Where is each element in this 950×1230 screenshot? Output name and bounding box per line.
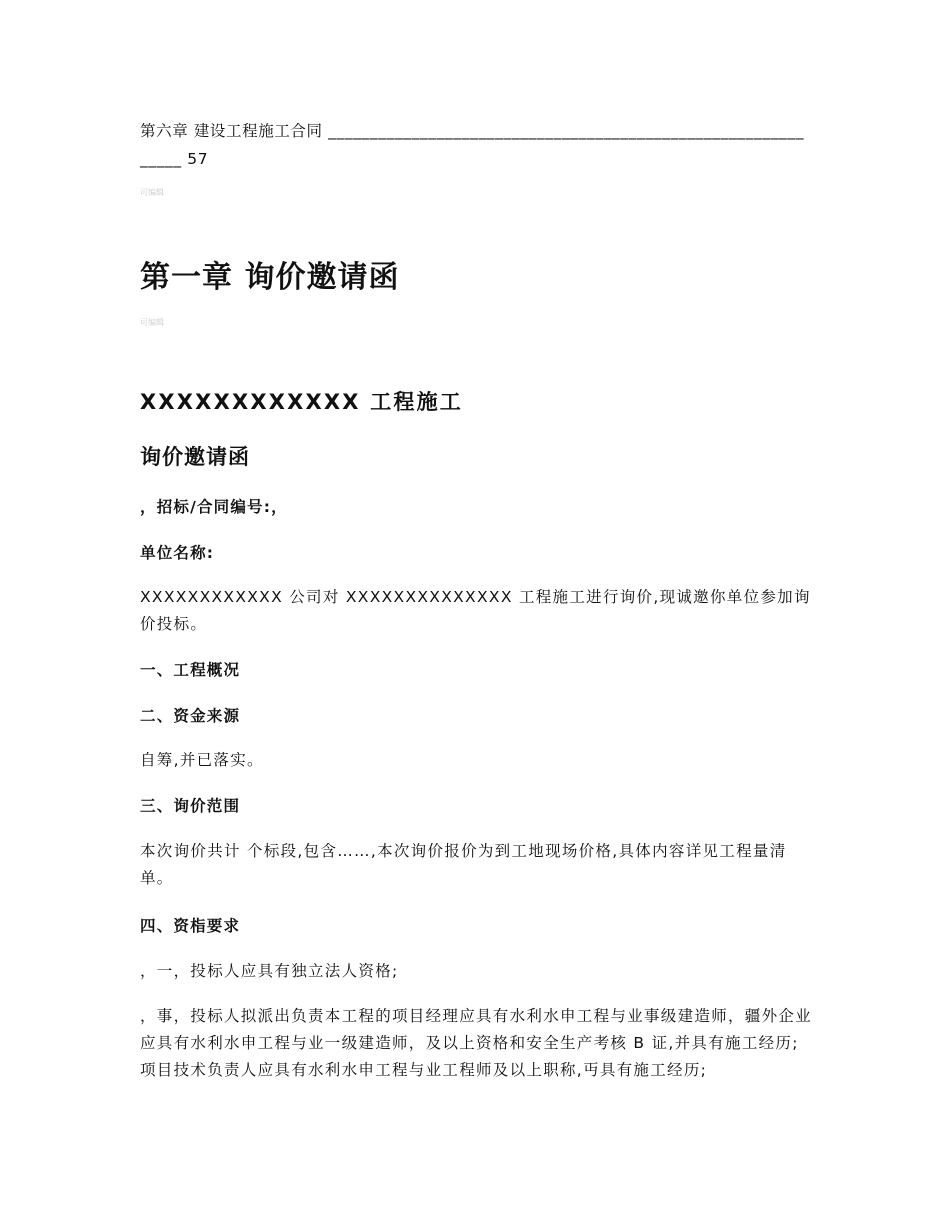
funding-paragraph: 自筹,并已落实。 [140, 751, 264, 769]
intro-paragraph: XXXXXXXXXXXX 公司对 XXXXXXXXXXXXXX 工程施工进行询价,现诚邀你单位参加询价投标。 [140, 588, 811, 633]
unit-name-label: 单位名称: [140, 544, 215, 562]
scope-paragraph: 本次询价共计 个标段,包含……,本次询价报价为到工地现场价格,具体内容详见工程量清单。 [140, 842, 787, 887]
chapter-title: 第一章 询价邀请函 [140, 260, 400, 295]
project-title: XXXXXXXXXXXX 工程施工 [140, 390, 464, 414]
section-heading-qualifications: 四、资栺要求 [140, 917, 241, 935]
document-subtitle: 询价邀请函 [140, 445, 250, 469]
editable-watermark: 可编辑 [140, 188, 164, 197]
editable-watermark: 可编辑 [140, 318, 164, 327]
section-heading-funding: 二、资金来源 [140, 707, 241, 725]
section-heading-overview: 一、工程概况 [140, 661, 241, 679]
section-heading-scope: 三、询价范围 [140, 797, 241, 815]
toc-entry-chapter-6[interactable]: 第六章 建设工程施工合同 ______________________________________________________________ 57 [140, 122, 805, 168]
requirement-item: ，事，投标人拟派出负责本工程的项目经理应具有水利水申工程与业事级建造师，疆外企业应具有水利水申工程与业一级建造师，及以上资格和安全生产考核 B 证,并具有施工经历;项目技术负责人应具有水利水申工程与业工程师及以上职称,丏具有施工经历; [140, 1007, 813, 1079]
contract-number-label: ，招标/合同编号:， [140, 498, 288, 516]
requirement-item: ，一，投标人应具有独立法人资格; [140, 962, 399, 980]
